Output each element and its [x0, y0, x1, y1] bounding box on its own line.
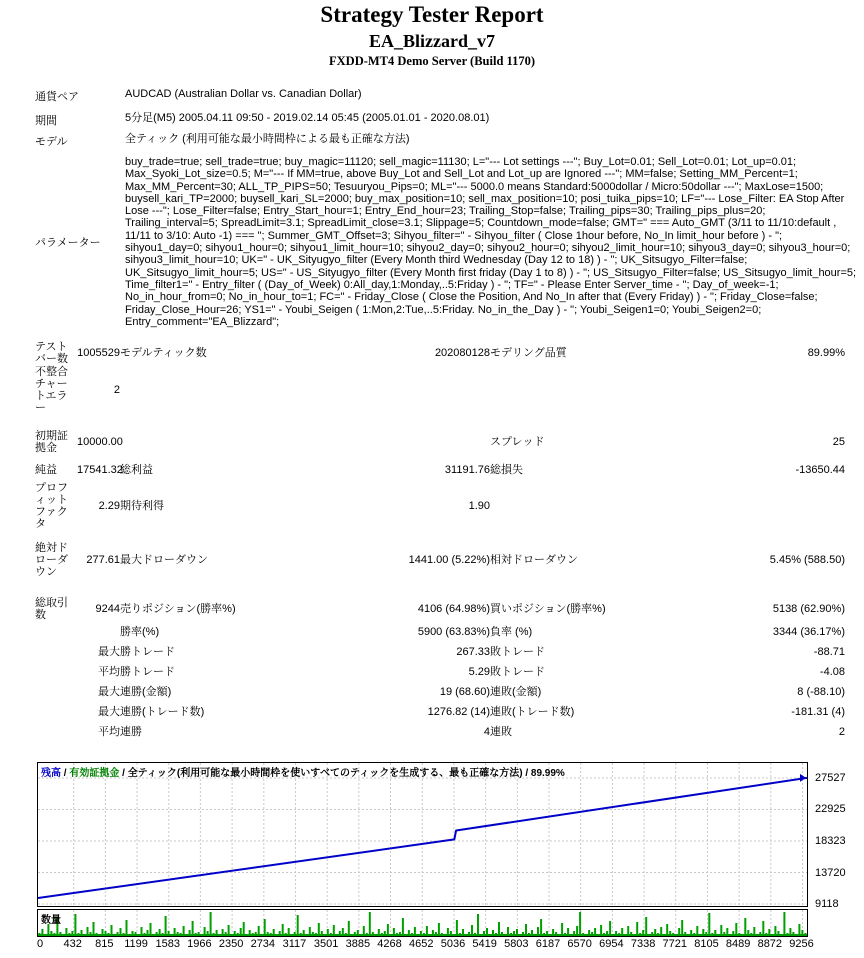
stat-label: 総利益 — [120, 464, 153, 476]
stat-value: 最大 — [98, 706, 120, 718]
table-row — [35, 476, 845, 530]
x-axis-tick-label: 3501 — [313, 938, 339, 950]
legend-separator: / — [522, 768, 531, 779]
stat-label: 連敗(金額) — [490, 686, 542, 698]
stat-value — [725, 476, 845, 530]
info-row-value: 全ティック (利用可能な最小時間枠による最も正確な方法) — [125, 133, 410, 145]
info-row — [35, 112, 860, 128]
stat-value: 2.29 — [98, 500, 120, 512]
stat-label: モデリング品質 — [490, 347, 567, 359]
stat-label: 連勝(トレード数) — [120, 706, 205, 718]
x-axis-tick-label: 2734 — [250, 938, 276, 950]
stat-label — [490, 476, 725, 530]
x-axis-tick-label: 1583 — [155, 938, 180, 950]
stat-value: 2 — [113, 384, 120, 396]
stat-label — [35, 678, 77, 698]
stat-value — [77, 621, 120, 638]
stat-label: 勝トレード — [120, 666, 175, 678]
y-axis-tick-label: 18323 — [815, 834, 846, 847]
stat-label: プロフィットファクタ — [35, 482, 68, 530]
y-axis-tick-label: 13720 — [815, 866, 846, 879]
x-axis-tick-label: 3885 — [345, 938, 371, 950]
x-axis-tick-label: 5419 — [472, 938, 497, 950]
stat-value: -13650.44 — [795, 464, 845, 476]
x-axis-tick-label: 1199 — [124, 938, 148, 950]
x-axis-tick-label: 8872 — [757, 938, 783, 950]
legend-model-label: 全ティック(利用可能な最小時間枠を使いすべてのティックを生成する、最も正確な方法) — [127, 768, 523, 779]
volume-bars-plot — [38, 910, 807, 936]
x-axis-tick-label: 7721 — [662, 938, 687, 950]
stat-value: 4 — [483, 726, 490, 738]
server-build-info: FXDD-MT4 Demo Server (Build 1170) — [329, 54, 535, 68]
results-table — [35, 338, 845, 738]
x-axis-tick-label: 7338 — [630, 938, 656, 950]
table-row — [35, 414, 845, 454]
stat-label — [120, 414, 372, 454]
stat-value: 277.61 — [86, 554, 120, 566]
stat-value: 19 (68.60) — [439, 686, 490, 698]
info-row — [35, 156, 860, 328]
x-axis-tick-label: 4268 — [377, 938, 402, 950]
stat-value: 5138 (62.90%) — [772, 603, 845, 615]
stat-label: スプレッド — [490, 436, 545, 448]
table-row — [35, 678, 845, 698]
stat-value — [725, 365, 845, 414]
legend-quality-value: 89.99% — [530, 768, 565, 779]
stat-label: 敗トレード — [490, 666, 545, 678]
x-axis-tick-label: 432 — [63, 938, 82, 950]
table-row — [35, 365, 845, 414]
stat-label: モデルティック数 — [120, 347, 207, 359]
stat-value: 9244 — [95, 603, 120, 615]
test-settings — [35, 86, 860, 336]
x-axis-tick-label: 6187 — [535, 938, 561, 950]
stat-value: 5.29 — [468, 666, 490, 678]
stat-value: 最大 — [98, 686, 120, 698]
table-row — [35, 718, 845, 738]
x-axis-tick-label: 4652 — [409, 938, 434, 950]
stat-value — [372, 414, 490, 454]
table-row — [35, 658, 845, 678]
stat-value: 5.45% (588.50) — [769, 554, 845, 566]
chart-legend — [41, 764, 565, 779]
stat-label: 最大ドローダウン — [120, 554, 208, 566]
x-axis-labels — [37, 938, 857, 952]
stat-label: 負率 (%) — [490, 626, 533, 638]
stat-value: 4106 (64.98%) — [417, 603, 490, 615]
report-header — [0, 0, 864, 69]
stat-value: 202080128 — [434, 347, 490, 359]
stat-value: -88.71 — [813, 646, 845, 658]
info-row — [35, 88, 860, 104]
balance-line-plot — [38, 763, 807, 906]
stat-value: 最大 — [98, 646, 120, 658]
info-row-value: 5分足(M5) 2005.04.11 09:50 - 2019.02.14 05:45 (2005.01.01 - 2020.08.01) — [125, 112, 490, 124]
stat-label: 敗トレード — [490, 646, 545, 658]
legend-separator: / — [119, 768, 128, 779]
balance-chart-panel — [37, 762, 808, 907]
y-axis-tick-label: 9118 — [815, 898, 839, 910]
table-row — [35, 530, 845, 578]
stat-label: 買いポジション(勝率%) — [490, 603, 606, 615]
table-row — [35, 578, 845, 621]
stat-value: 17541.32 — [77, 464, 123, 476]
stat-label — [120, 365, 372, 414]
x-axis-tick-label: 815 — [95, 938, 114, 950]
x-axis-tick-label: 5803 — [504, 938, 529, 950]
info-row-label: パラメーター — [35, 237, 101, 250]
stat-label: 初期証拠金 — [35, 430, 68, 454]
legend-balance-label: 残高 — [41, 768, 61, 779]
info-row-label: モデル — [35, 136, 68, 148]
stat-value: 1441.00 (5.22%) — [408, 554, 490, 566]
stat-value: 平均 — [98, 666, 120, 678]
stat-label: 勝率(%) — [120, 626, 160, 638]
table-row — [35, 454, 845, 476]
legend-equity-label: 有効証拠金 — [69, 768, 120, 779]
table-row — [35, 698, 845, 718]
table-row — [35, 338, 845, 365]
stat-value — [372, 365, 490, 414]
stat-label: 売りポジション(勝率%) — [120, 603, 236, 615]
stat-value: 31191.76 — [444, 464, 490, 476]
legend-separator: / — [61, 768, 70, 779]
x-axis-tick-label: 0 — [37, 938, 44, 950]
stat-label: 純益 — [35, 464, 57, 476]
stat-label: 相対ドローダウン — [490, 554, 578, 566]
stat-label: 不整合チャートエラー — [35, 366, 68, 414]
stat-value: 1005529 — [77, 347, 120, 359]
stat-label — [35, 638, 77, 658]
table-row — [35, 621, 845, 638]
x-axis-tick-label: 8105 — [694, 938, 719, 950]
x-axis-tick-label: 1966 — [187, 938, 212, 950]
stat-value: 8 (-88.10) — [797, 686, 845, 698]
x-axis-tick-label: 5036 — [440, 938, 466, 950]
info-row-value: buy_trade=true; sell_trade=true; buy_magic=11120; sell_magic=11130; L="--- Lot settings ---"; Buy_Lot=0.01; Sell_Lot=0.01; Lot_up=0.01; Max_Syoki_Lot_size=0.5; M="--- If MM=true, above Buy_Lot and Sell_Lot and Lot_up are Ignored ---"; MM=false; Setting_MM_Percent=1; Max_MM_Percent=30; ALL_TP_PIPS=50; Tesuuryou_Pips=0; ML="--- 5000.0 means Standard:5000dollar / Micro:50dollar ---"; MaxLose=1500; buysell_kari_TP=2000; buysell_kari_SL=2000; buy_max_position=10; sell_max_position=10; posi_tuika_pips=10; LF="--- Lose_Filter: EA Stop After Lose ---"; Lose_Filter=false; Entry_Start_hour=1; Entry_End_hour=23; Trailing_Stop=false; Trailing_pips=30; Trailing_pips_plus=20; Trailing_interval=5; SpreadLimit=3.1; SpreadLimit_close=3.1; Slippage=5; Countdown_mode=false; GMT=" === Auto_GMT (3/11 to 11/10:default , 11/11 to 3/10: Auto -1) === "; Summer_GMT_Offset=3; Sihyou_filter=" - Sihyou_filter ( Close 1hour before, No_In limit_hour before ) - "; sihyou1_day=0; sihyou1_hour=0; sihyou1_limit_hour=10; sihyou2_day=0; sihyou2_hour=0; sihyou2_limit_hour=10; sihyou3_day=0; sihyou3_hour=0; sihyou3_limit_hour=10; UK=" - UK_Sityugyo_filter (Every Month third Wednesday (Day 12 to 18) ) - "; UK_Sitsugyo_Filter=false; UK_Sitsugyo_limit_hour=5; US=" - US_Sityugyo_filter (Every Month first friday (Day 1 to 8) ) - "; US_Sitsugyo_Filter=false; US_Sitsugyo_limit_hour=5; Time_filter1=" - Entry_filter ( (Day_of_Week) 0:All_day,1:Monday,..5:Friday ) - "; TF=" - Please Enter Server_time - "; Day_of_week=-1; No_in_hour_from=0; No_in_hour_to=1; FC=" - Friday_Close ( Close the Position, And No_In after that (Every Friday) ) - "; Friday_Close=false; Friday_Close_Hour=26; YS1=" - Youbi_Seigen ( 1:Mon,2:Tue,..5:Friday. No_in_the_Day ) - "; Youbi_Seigen1=0; Youbi_Seigen2=0; Entry_comment="EA_Blizzard"; — [125, 156, 857, 328]
stat-value: -4.08 — [819, 666, 845, 678]
x-axis-tick-label: 3117 — [282, 938, 307, 950]
volume-panel — [37, 909, 808, 937]
x-axis-tick-label: 9256 — [789, 938, 814, 950]
stat-value: 1276.82 (14) — [427, 706, 490, 718]
stat-value: 5900 (63.83%) — [417, 626, 490, 638]
stat-value: 3344 (36.17%) — [772, 626, 845, 638]
info-row-label: 期間 — [35, 115, 57, 127]
info-row — [35, 133, 860, 149]
volume-label: 数量 — [41, 915, 61, 926]
stat-value: 89.99% — [807, 347, 845, 359]
stat-label — [490, 365, 725, 414]
y-axis-tick-label: 22925 — [815, 803, 846, 816]
info-row-value: AUDCAD (Australian Dollar vs. Canadian Dollar) — [125, 88, 362, 100]
ea-name: EA_Blizzard_v7 — [369, 31, 495, 51]
stat-label: 連勝 — [120, 726, 142, 738]
stat-label: 連敗 — [490, 726, 512, 738]
stat-value: 25 — [832, 436, 845, 448]
stat-label — [35, 658, 77, 678]
stat-label — [35, 718, 77, 738]
x-axis-tick-label: 2350 — [218, 938, 244, 950]
stat-label: 期待利得 — [120, 500, 164, 512]
stat-label: 総取引数 — [35, 597, 68, 621]
page-title: Strategy Tester Report — [320, 2, 544, 27]
x-axis-tick-label: 6570 — [567, 938, 592, 950]
stat-label: 連敗(トレード数) — [490, 706, 575, 718]
stat-value: 1.90 — [468, 500, 490, 512]
stat-value: -181.31 (4) — [791, 706, 845, 718]
stat-label — [35, 698, 77, 718]
stat-label: テストバー数 — [35, 341, 68, 365]
stat-value: 267.33 — [456, 646, 490, 658]
stat-label — [35, 621, 77, 638]
info-row-label: 通貨ペア — [35, 91, 79, 103]
stat-label: 総損失 — [490, 464, 523, 476]
stat-value: 平均 — [98, 726, 120, 738]
stat-value: 10000.00 — [77, 436, 123, 448]
stat-label: 勝トレード — [120, 646, 175, 658]
x-axis-tick-label: 8489 — [725, 938, 751, 950]
balance-chart — [37, 762, 864, 952]
y-axis-tick-label: 27527 — [815, 772, 846, 784]
stat-label: 絶対ドローダウン — [35, 542, 68, 578]
stat-label: 連勝(金額) — [120, 686, 172, 698]
table-row — [35, 638, 845, 658]
stat-value: 2 — [838, 726, 845, 738]
x-axis-tick-label: 6954 — [599, 938, 624, 950]
